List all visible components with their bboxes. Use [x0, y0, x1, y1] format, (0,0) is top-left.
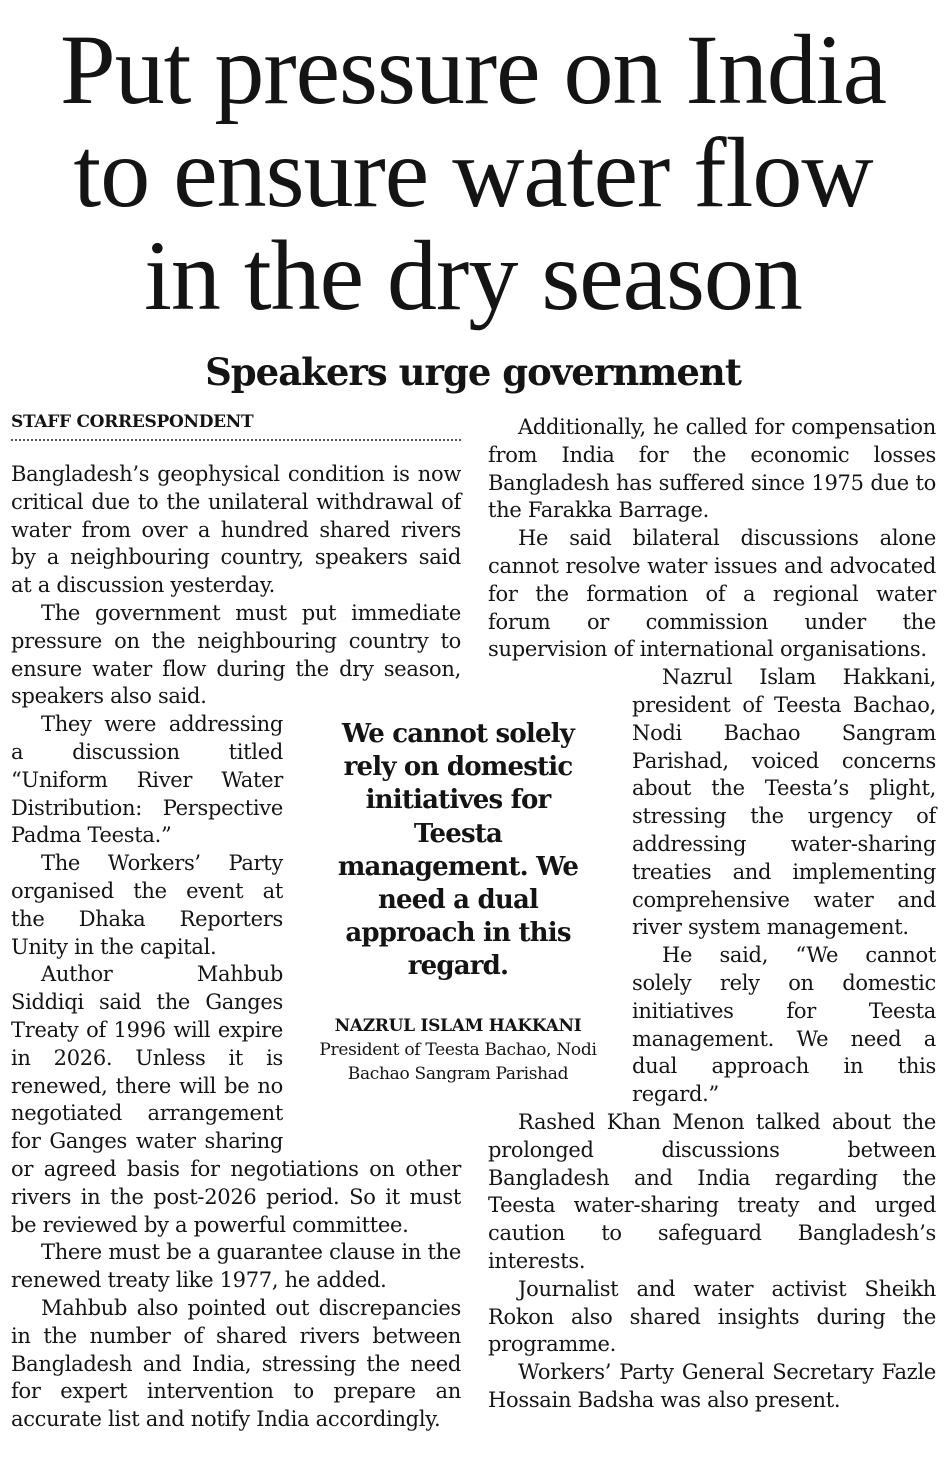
paragraph: Bangladesh’s geophysical condition is now critical due to the unilateral withdrawal of water from over a hundred shared rivers by a neighbouring country, speakers said at a discussion yesterday. [11, 462, 461, 598]
headline-line-3: in the dry season [144, 220, 802, 331]
pull-quote [318, 718, 598, 1086]
headline-line-1: Put pressure on India [59, 14, 887, 125]
headline [0, 14, 946, 331]
pull-quote-name: NAZRUL ISLAM HAKKANI [334, 1015, 582, 1036]
paragraph: They were addressing a discussion titled “Uniform River Water Distribution: Perspective Padma Teesta.” [11, 712, 283, 848]
paragraph: Author Mahbub Siddiqi said the Ganges Treaty of 1996 will expire in 2026. Unless it is renewed, there will be no negotiated arrangement for Ganges water sharing or agreed basis for negotiations on other rivers in the post-2026 period. So it must be reviewed by a powerful committee. [11, 962, 461, 1237]
paragraph: The Workers’ Party organised the event at the Dhaka Reporters Unity in the capital. [11, 851, 283, 959]
paragraph: The government must put immediate pressure on the neighbouring country to ensure water flow during the dry season, speakers also said. [11, 600, 461, 709]
paragraph: Rashed Khan Menon talked about the prolonged discussions between Bangladesh and India regarding the Teesta water-sharing treaty and urged caution to safeguard Bangladesh’s interests. [488, 1109, 936, 1273]
paragraph: Nazrul Islam Hakkani, president of Teesta Bachao, Nodi Bachao Sangram Parishad, voiced concerns about the Teesta’s plight, stressing the urgency of addressing water-sharing treaties and implementing comprehensive water and river system management. [632, 665, 936, 940]
paragraph: Additionally, he called for compensation from India for the economic losses Bangladesh has suffered since 1975 due to the Farakka Barrage. [488, 415, 936, 523]
paragraph: There must be a guarantee clause in the renewed treaty like 1977, he added. [11, 1240, 461, 1293]
paragraph: He said bilateral discussions alone cannot resolve water issues and advocated for the formation of a regional water forum or commission under the supervision of international organisations. [488, 526, 936, 662]
pull-quote-text: We cannot solely rely on domestic initiatives for Teesta management. We need a dual approach in this regard. [337, 719, 579, 982]
subheadline: Speakers urge government [205, 350, 741, 394]
byline: STAFF CORRESPONDENT [11, 409, 461, 441]
pull-quote-title: President of Teesta Bachao, Nodi Bachao Sangram Parishad [319, 1039, 597, 1084]
paragraph: Journalist and water activist Sheikh Rokon also shared insights during the programme. [488, 1276, 936, 1357]
paragraph: Workers’ Party General Secretary Fazle Hossain Badsha was also present. [488, 1360, 936, 1412]
paragraph: Mahbub also pointed out discrepancies in the number of shared rivers between Bangladesh and India, stressing the need for expert intervention to prepare an accurate list and notify India accordingly. [11, 1295, 461, 1432]
paragraph: He said, “We cannot solely rely on domestic initiatives for Teesta management. We need a dual approach in this regard.” [632, 943, 936, 1107]
headline-line-2: to ensure water flow [73, 117, 873, 228]
